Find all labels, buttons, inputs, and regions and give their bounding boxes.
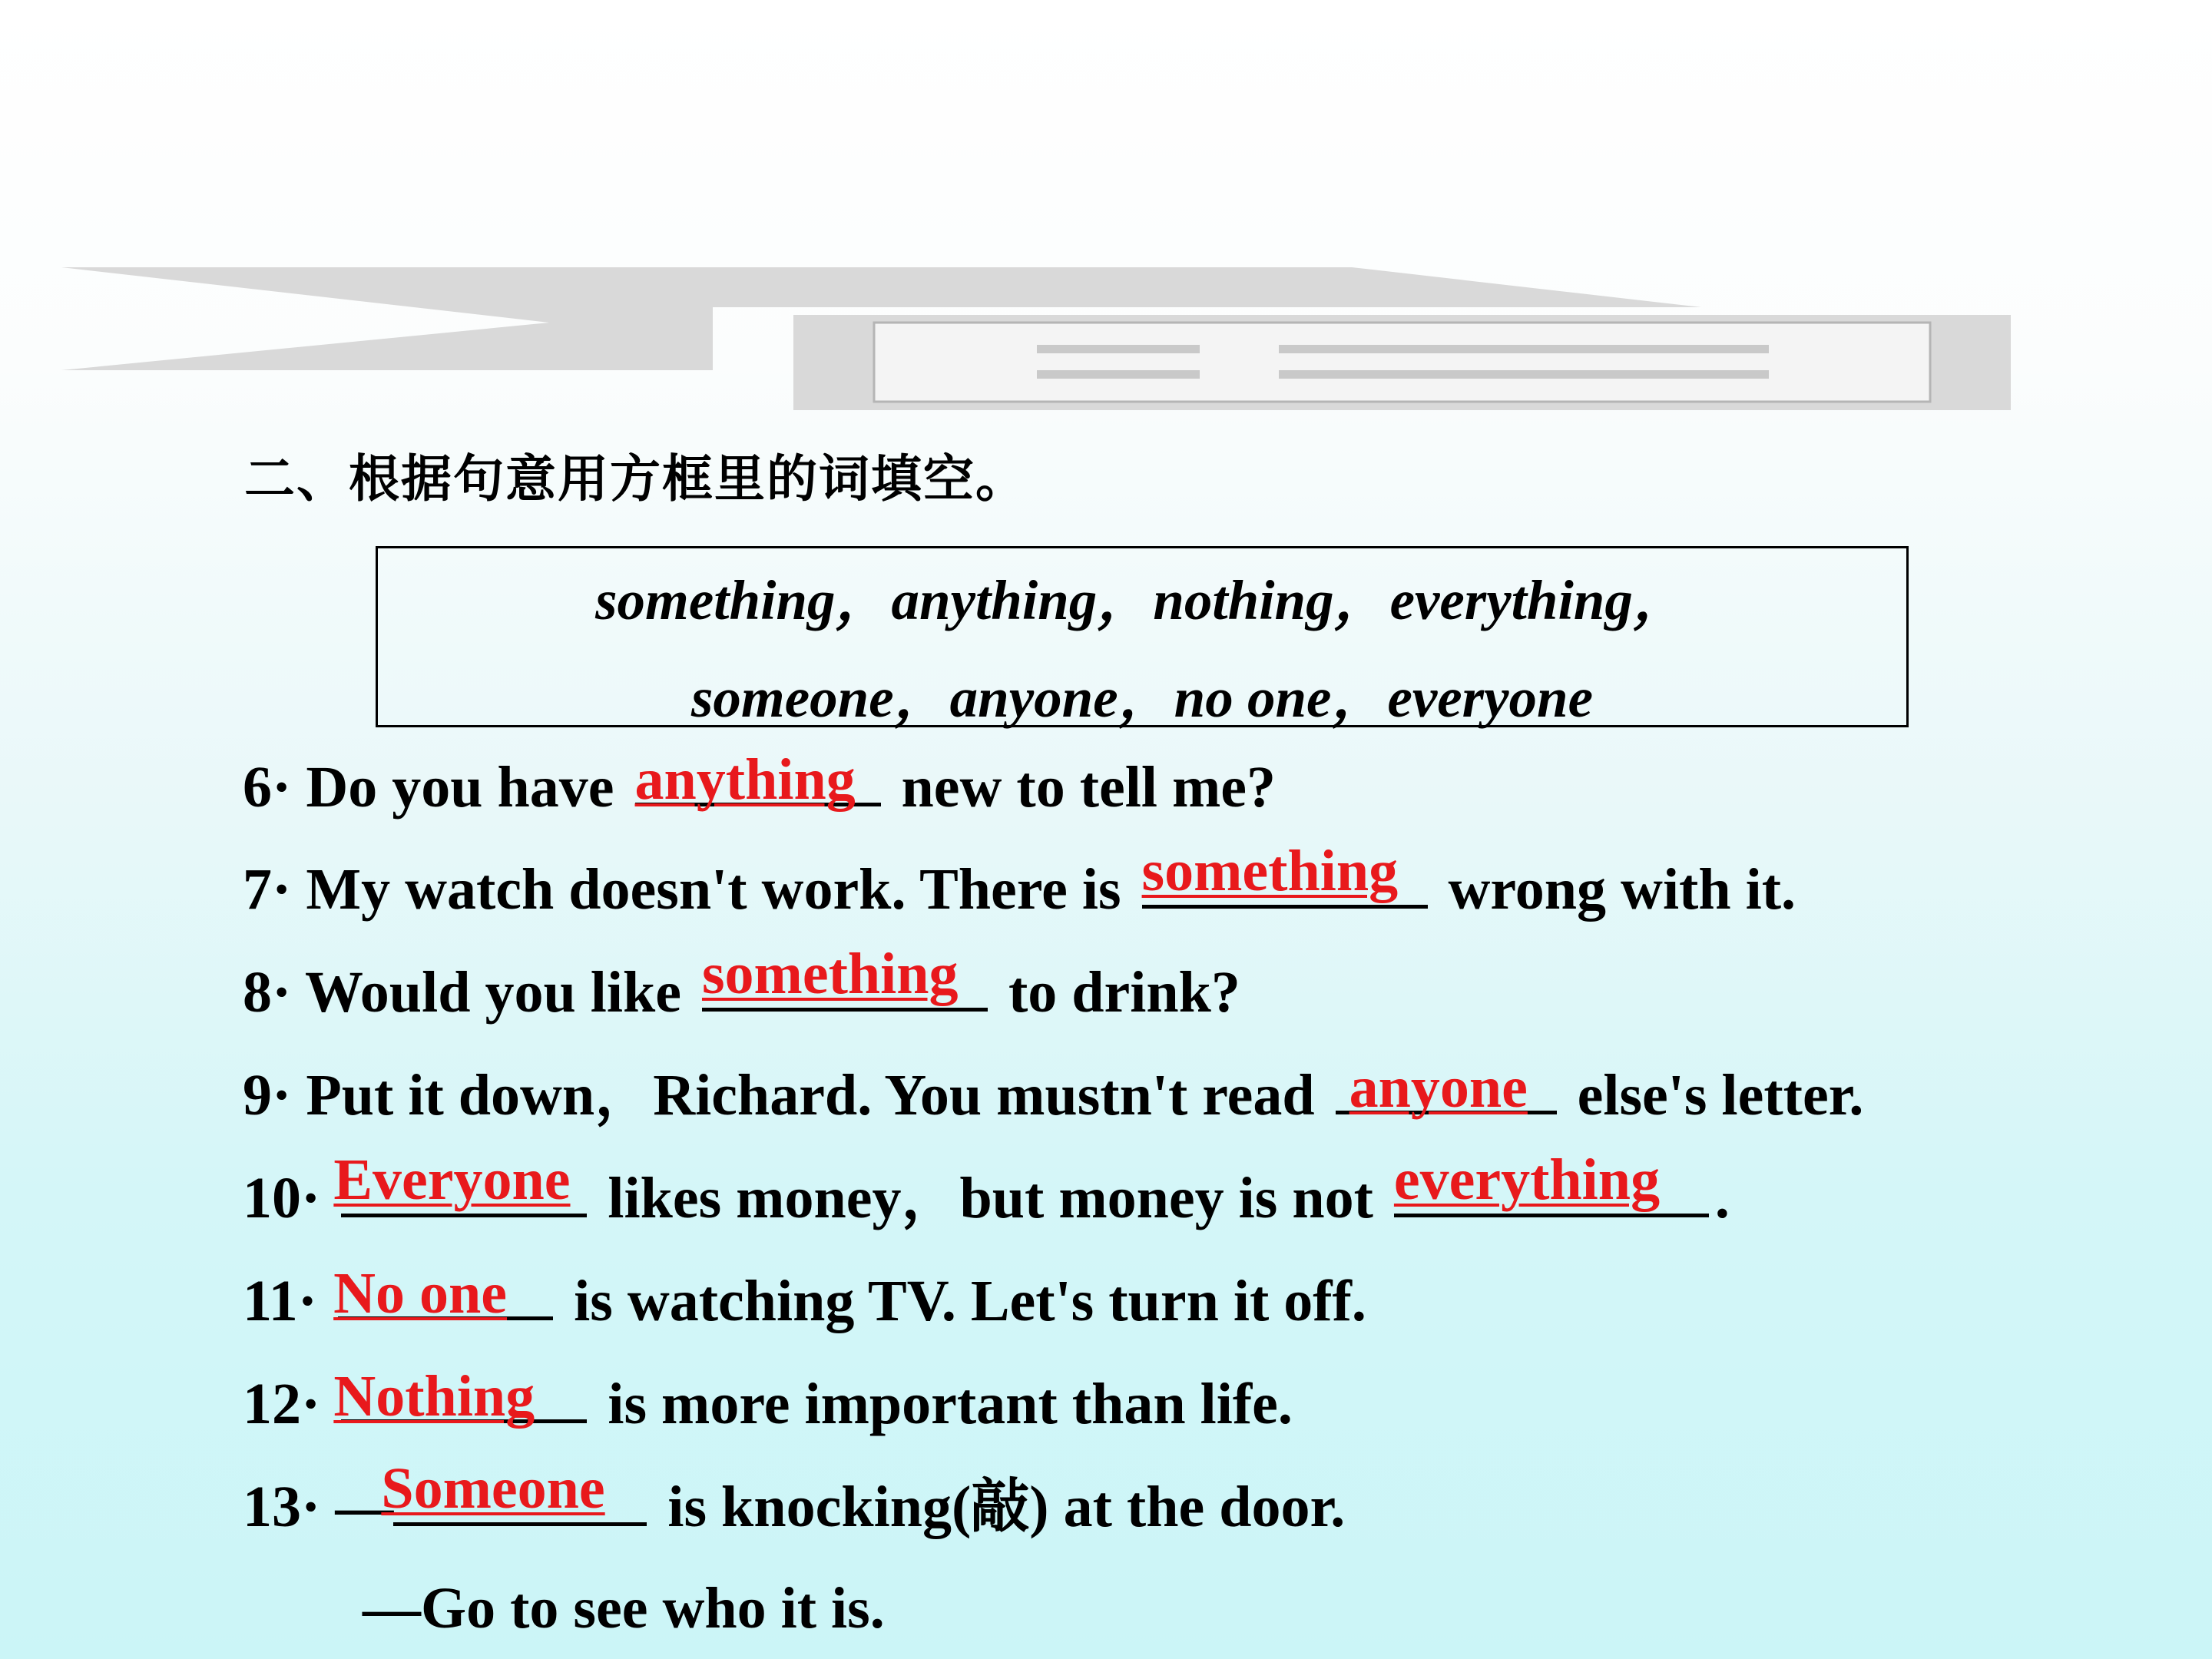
question-11: 11· No one is watching TV. Let's turn it off. — [243, 1261, 1366, 1333]
answer-blank — [1393, 1147, 1709, 1217]
question-7: 7· My watch doesn't work. There is something wrong with it. — [243, 839, 1796, 922]
answer-text: everything — [1393, 1147, 1661, 1212]
question-8: 8· Would you like something to drink? — [243, 942, 1240, 1025]
decorative-banner — [0, 0, 2212, 430]
answer-text: anything — [634, 747, 856, 812]
question-9: 9· Put it down，Richard. You mustn't read anyone else's letter. — [243, 1055, 1864, 1128]
answer-text: anyone — [1349, 1055, 1528, 1120]
answer-blank — [634, 747, 881, 812]
question-13: 13· — Someone is knocking(敲) at the door. — [243, 1456, 1346, 1539]
section-heading: 二、根据句意用方框里的词填空。 — [244, 449, 1028, 508]
answer-text: No one — [333, 1261, 508, 1326]
answer-text: something — [701, 942, 959, 1006]
answer-blank — [701, 942, 988, 1012]
question-10: 10· Everyone likes money，but money is not everything . — [243, 1147, 1730, 1230]
answer-blank — [381, 1456, 647, 1526]
answer-blank — [333, 1364, 587, 1429]
word-box — [376, 546, 1909, 727]
answer-text: Nothing — [333, 1364, 535, 1429]
answer-text: Everyone — [333, 1147, 571, 1212]
answer-blank — [1336, 1055, 1557, 1120]
banner-inner-frame — [874, 323, 1930, 402]
word-box-line-2: someone，anyone，no one，everyone — [691, 667, 1593, 729]
answer-text: something — [1141, 839, 1399, 903]
word-box-line-1: something，anything，nothing，everything， — [595, 569, 1689, 631]
answer-blank — [333, 1147, 587, 1217]
answer-blank — [1141, 839, 1428, 909]
answer-blank — [333, 1261, 553, 1326]
question-12: 12· Nothing is more important than life. — [243, 1364, 1293, 1436]
question-13-reply: —Go to see who it is. — [363, 1576, 885, 1641]
question-6: 6· Do you have anything new to tell me? — [243, 747, 1277, 820]
answer-text: Someone — [381, 1456, 605, 1521]
